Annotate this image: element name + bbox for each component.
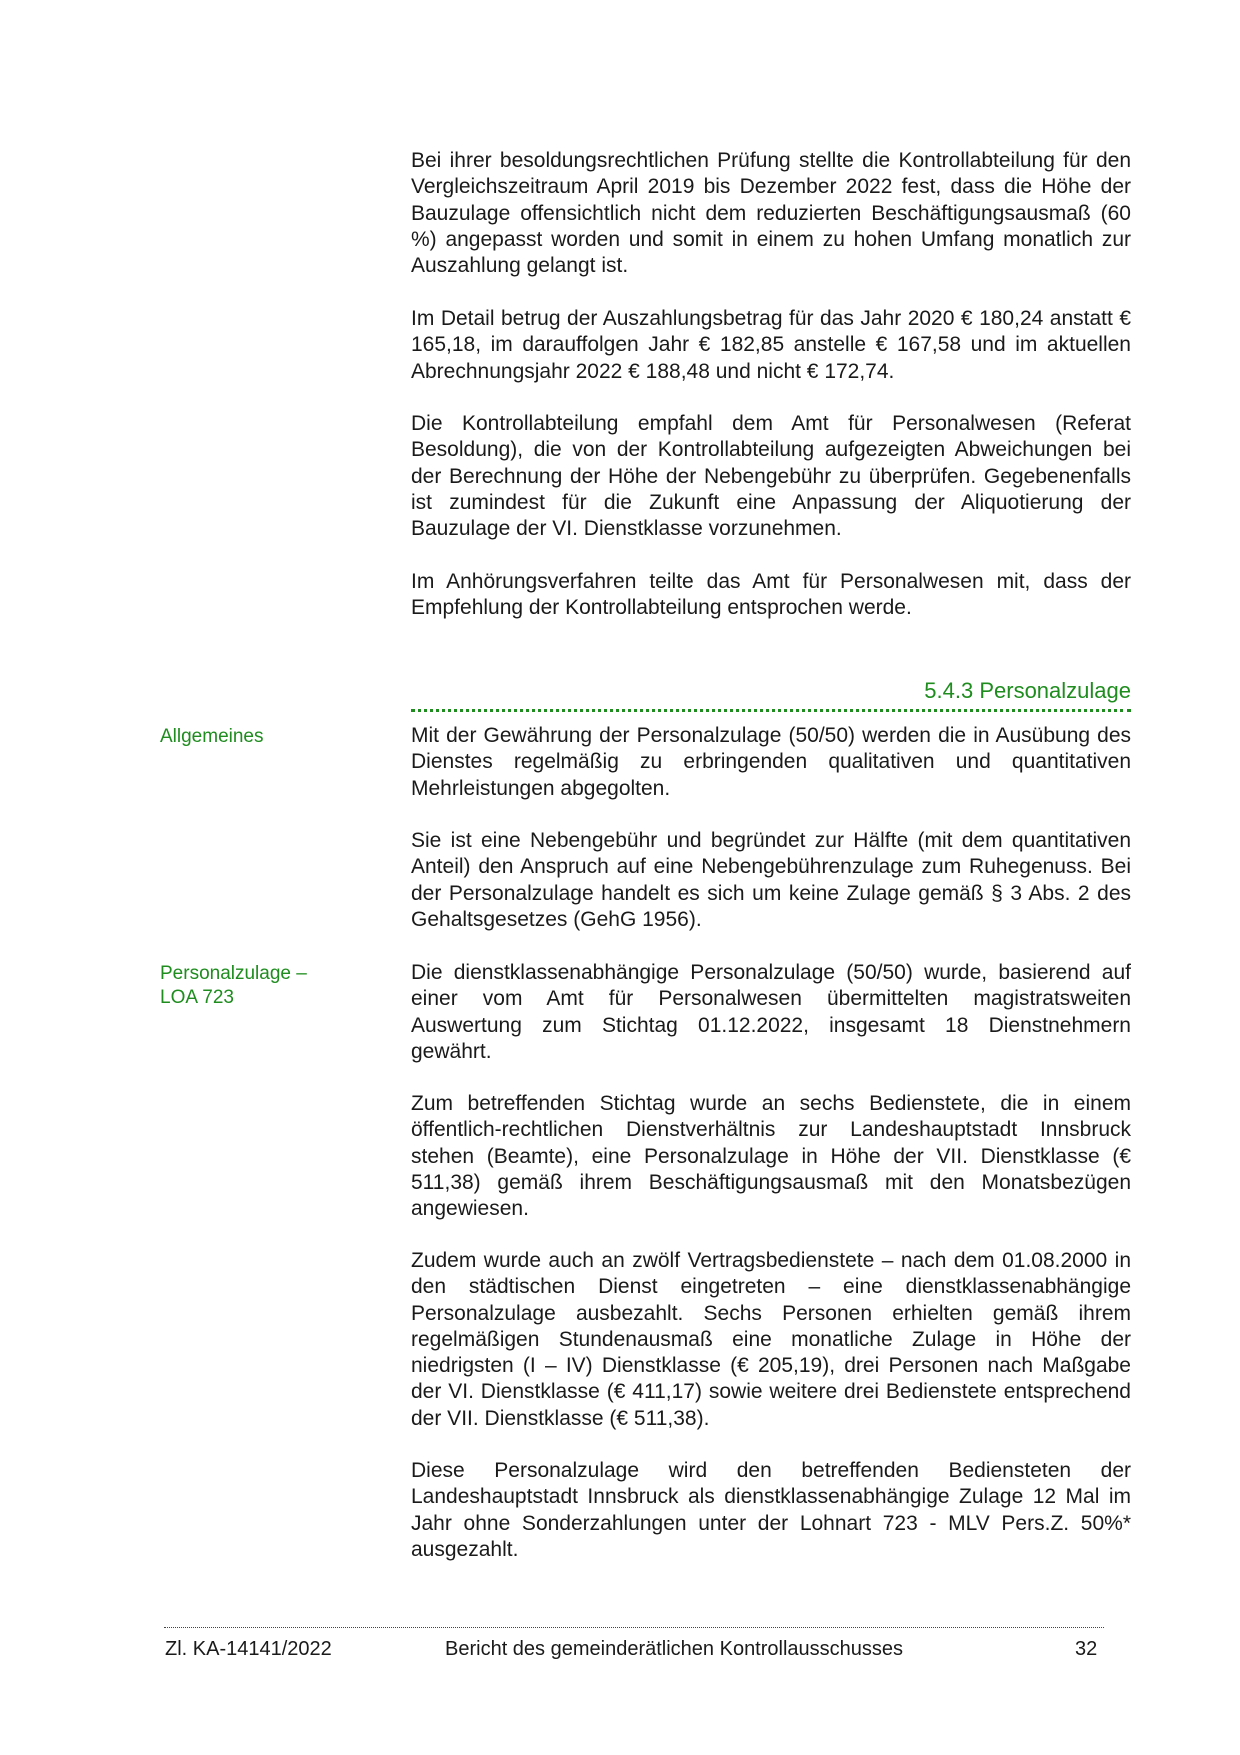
section-heading: 5.4.3 Personalzulage [924,678,1131,703]
paragraph-text: Zum betreffenden Stichtag wurde an sechs Bedienstete, die in einem öffentlich-rechtlichen Dienstverhältnis zur Landeshauptstadt Innsbruck stehen (Beamte), eine Personalzulage in Höhe der VII. Dienstklasse (€ 511,38) gemäß ihrem Beschäftigungsausmaß mit den Monatsbezügen angewiesen. [411,1092,1131,1221]
paragraph-bauzulage-pruefung [411,148,1131,279]
paragraph-empfehlung [411,411,1131,542]
page-number: 32 [1075,1638,1098,1660]
paragraph-lohnart [411,1458,1131,1563]
paragraph-text: Die dienstklassenabhängige Personalzulage (50/50) wurde, basierend auf einer vom Amt für Personalwesen übermittelten magistratsweiten Auswertung zum Stichtag 01.12.2022, insgesamt 18 Dienstnehmern gewährt. [411,961,1131,1063]
paragraph-text: Diese Personalzulage wird den betreffenden Bediensteten der Landeshauptstadt Innsbruck als dienstklassenabhängige Zulage 12 Mal im Jahr ohne Sonderzahlungen unter der Lohnart 723 - MLV Pers.Z. 50%* ausgezahlt. [411,1459,1131,1561]
paragraph-stichtag [411,1091,1131,1222]
paragraph-text: Zudem wurde auch an zwölf Vertragsbedienstete – nach dem 01.08.2000 in den städtischen Dienst eingetreten – eine dienstklassenabhängige Personalzulage ausbezahlt. Sechs Personen erhielten gemäß ihrem regelmäßigen Stundenausmaß eine monatliche Zulage in Höhe der niedrigsten (I – IV) Dienstklasse (€ 205,19), drei Personen nach Maßgabe der VI. Dienstklasse (€ 411,17) sowie weitere drei Bedienstete entsprechend der VII. Dienstklasse (€ 511,38). [411,1249,1131,1430]
footer-rule [164,1627,1104,1628]
paragraph-auszahlungsbetrag [411,306,1131,385]
paragraph-text: Sie ist eine Nebengebühr und begründet zur Hälfte (mit dem quantitativen Anteil) den Anspruch auf eine Nebengebührenzulage zum Ruhegenuss. Bei der Personalzulage handelt es sich um keine Zulage gemäß § 3 Abs. 2 des Gehaltsgesetzes (GehG 1956). [411,829,1131,931]
paragraph-text: Bei ihrer besoldungsrechtlichen Prüfung stellte die Kontrollabteilung für den Vergleichszeitraum April 2019 bis Dezember 2022 fest, dass die Höhe der Bauzulage offensichtlich nicht dem reduzierten Beschäftigungsausmaß (60 %) angepasst worden und somit in einem zu hohen Umfang monatlich zur Auszahlung gelangt ist. [411,149,1131,278]
paragraph-text: Die Kontrollabteilung empfahl dem Amt für Personalwesen (Referat Besoldung), die von der Kontrollabteilung aufgezeigten Abweichungen bei der Berechnung der Höhe der Nebengebühr zu überprüfen. Gegebenenfalls ist zumindest für die Zukunft eine Anpassung der Aliquotierung der Bauzulage der VI. Dienstklasse vorzunehmen. [411,412,1131,541]
paragraph-nebengebuehr [411,828,1131,933]
footer-reference: Zl. KA-14141/2022 [165,1638,332,1660]
paragraph-anhoerungsverfahren [411,569,1131,622]
paragraph-gewaehrung [411,723,1131,802]
sidenote-allgemeines: Allgemeines [160,726,264,747]
paragraph-text: Mit der Gewährung der Personalzulage (50/50) werden die in Ausübung des Dienstes regelmäßig zu erbringenden qualitativen und quantitativen Mehrleistungen abgegolten. [411,724,1131,800]
paragraph-text: Im Anhörungsverfahren teilte das Amt für Personalwesen mit, dass der Empfehlung der Kontrollabteilung entsprochen werde. [411,570,1131,620]
paragraph-text: Im Detail betrug der Auszahlungsbetrag für das Jahr 2020 € 180,24 anstatt € 165,18, im darauffolgen Jahr € 182,85 anstelle € 167,58 und im aktuellen Abrechnungsjahr 2022 € 188,48 und nicht € 172,74. [411,307,1131,383]
paragraph-vertragsbedienstete [411,1248,1131,1432]
sidenote-personalzulage-loa: Personalzulage – LOA 723 [160,963,307,1008]
paragraph-dienstklassenabhaengig [411,960,1131,1065]
footer-title: Bericht des gemeinderätlichen Kontrollausschusses [445,1638,904,1660]
section-heading-rule [411,709,1131,712]
